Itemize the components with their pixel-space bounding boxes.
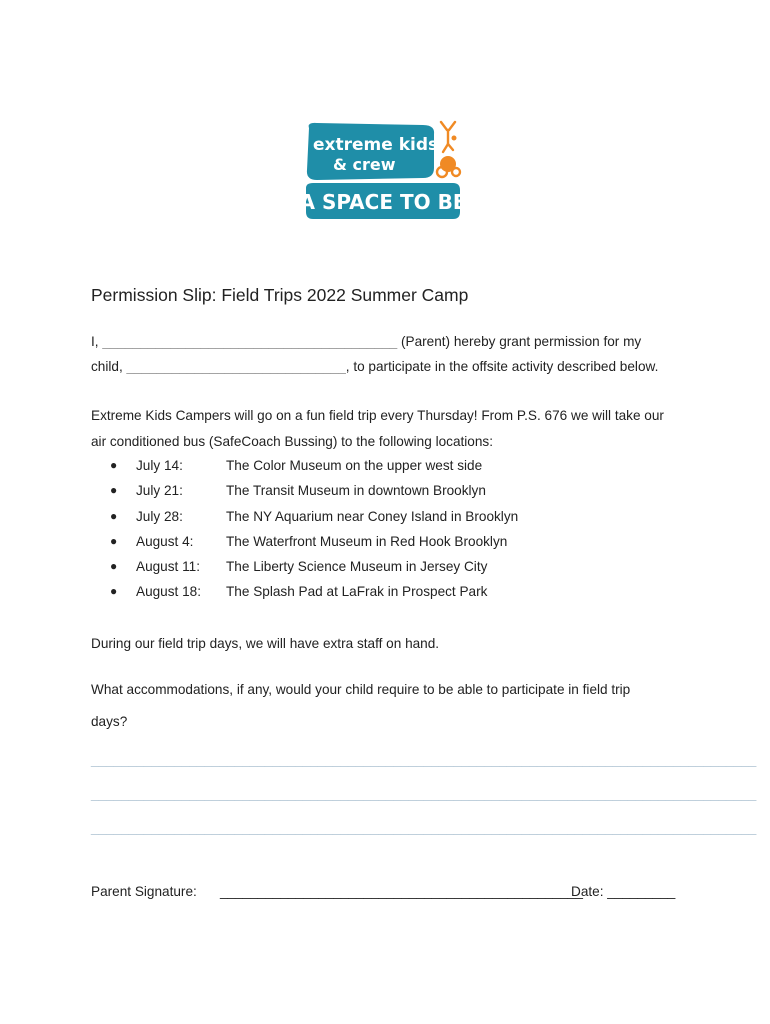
bullet-icon: ●	[110, 584, 118, 599]
trip-date: July 21:	[136, 483, 183, 499]
date-field[interactable]: Date: _________	[571, 884, 676, 899]
intro-line-2	[91, 359, 658, 374]
intro-suffix-2: , to participate in the offsite activity described below.	[345, 359, 659, 374]
bullet-icon: ●	[110, 559, 118, 574]
paragraph-1-line-1: Extreme Kids Campers will go on a fun field trip every Thursday! From P.S. 676 we will take our	[91, 408, 664, 423]
svg-text:A SPACE TO BE: A SPACE TO BE	[299, 190, 467, 214]
trip-place: The Waterfront Museum in Red Hook Brooklyn	[226, 533, 508, 549]
document-title: Permission Slip: Field Trips 2022 Summer Camp	[91, 285, 469, 305]
child-climbing-icon	[437, 122, 460, 177]
trip-date: August 18:	[136, 584, 201, 600]
logo-graphic	[299, 120, 467, 222]
answer-line-1[interactable]: ________________________________________________________________________________________	[91, 752, 757, 767]
bullet-icon: ●	[110, 533, 118, 548]
question-line-1: What accommodations, if any, would your child require to be able to participate in field trip	[91, 682, 631, 697]
svg-text:extreme kids: extreme kids	[313, 135, 439, 155]
bullet-icon: ●	[110, 483, 118, 498]
intro-prefix-2: child,	[91, 359, 123, 374]
paragraph-1-line-2: air conditioned bus (SafeCoach Bussing) to the following locations:	[91, 434, 494, 449]
bullet-icon: ●	[110, 508, 118, 523]
intro-suffix-1: (Parent) hereby grant permission for my	[400, 334, 642, 349]
bullet-icon: ●	[110, 458, 118, 472]
trip-place: The NY Aquarium near Coney Island in Brooklyn	[226, 508, 519, 524]
svg-text:& crew: & crew	[333, 155, 396, 174]
trip-date: July 28:	[136, 508, 183, 524]
trip-date: July 14:	[136, 458, 183, 473]
extreme-kids-logo	[299, 120, 467, 222]
answer-line-2[interactable]: ________________________________________________________________________________________	[91, 786, 757, 801]
trip-place: The Transit Museum in downtown Brooklyn	[226, 483, 486, 499]
trip-place: The Liberty Science Museum in Jersey City	[226, 559, 488, 575]
trip-place: The Color Museum on the upper west side	[226, 458, 483, 473]
signature-field[interactable]: ________________________________________________	[220, 884, 583, 899]
answer-line-3[interactable]: ________________________________________________________________________________________	[91, 820, 757, 835]
signature-label: Parent Signature:	[91, 884, 197, 899]
trip-place: The Splash Pad at LaFrak in Prospect Park	[226, 584, 488, 600]
intro-prefix-1: I,	[91, 334, 99, 349]
trip-date: August 11:	[136, 559, 200, 575]
question-line-2: days?	[91, 714, 128, 729]
child-name-blank[interactable]: _____________________________	[126, 359, 346, 374]
intro-line-1	[91, 334, 641, 349]
staff-note: During our field trip days, we will have extra staff on hand.	[91, 636, 440, 651]
trip-date: August 4:	[136, 533, 194, 549]
parent-name-blank[interactable]: _______________________________________	[102, 334, 398, 349]
